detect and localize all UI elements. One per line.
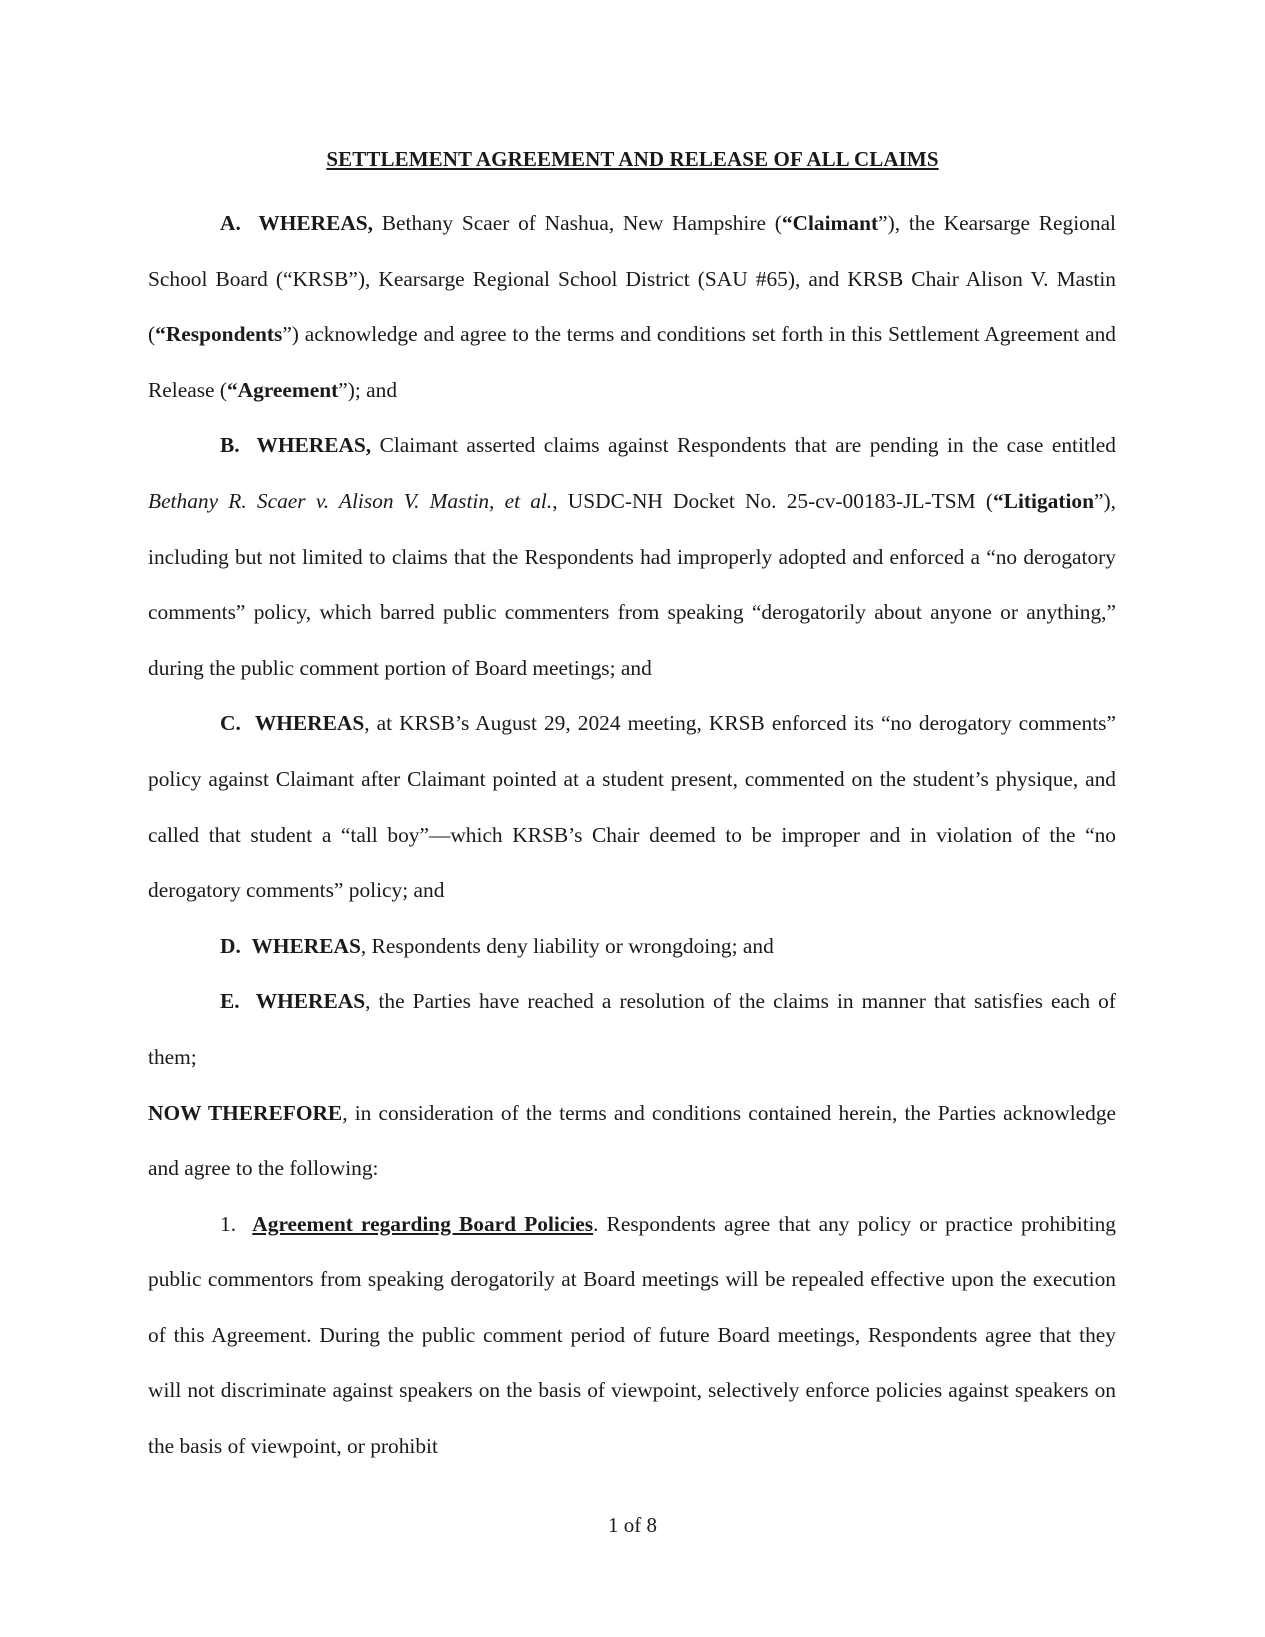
- page-number: 1 of 8: [608, 1513, 657, 1537]
- paragraph-a: [148, 196, 1116, 418]
- agreement-term: “Agreement: [226, 377, 339, 402]
- paragraph-c: [148, 696, 1116, 918]
- claimant-term: “Claimant: [781, 211, 879, 235]
- paragraph-c-label: C.: [220, 711, 241, 736]
- paragraph-b-text-1: Claimant asserted claims against Respondents that are pending in the case entitled: [371, 433, 1116, 458]
- paragraph-b-label: B.: [220, 433, 240, 458]
- paragraph-e-whereas: WHEREAS: [255, 989, 366, 1014]
- paragraph-b-whereas: WHEREAS,: [256, 433, 372, 458]
- paragraph-b-text-3: ”), including but not limited to claims that the Respondents had improperly adopted and enforced a “no derogatory comments” policy, which barred public commenters from speaking “derogatorily about anyone or anything,” during the public comment portion of Board meetings; and: [148, 488, 1116, 680]
- paragraph-a-text-1: Bethany Scaer of Nashua, New Hampshire (: [373, 211, 782, 235]
- section-1-heading: Agreement regarding Board Policies: [252, 1211, 594, 1236]
- paragraph-a-text-3: ”) acknowledge and agree to the terms and conditions set forth in this Settlement Agreement and Release (: [148, 322, 1116, 402]
- document-body: [148, 196, 1116, 1475]
- paragraph-a-text-2: ”), the Kearsarge Regional School Board (“KRSB”), Kearsarge Regional School District (SAU #65), and KRSB Chair Alison V. Mastin (: [148, 211, 1117, 347]
- paragraph-b: [148, 418, 1116, 696]
- paragraph-d-text-1: , Respondents deny liability or wrongdoing; and: [360, 933, 774, 958]
- paragraph-e: [148, 974, 1116, 1085]
- litigation-term: “Litigation: [992, 488, 1095, 513]
- paragraph-c-whereas: WHEREAS: [254, 711, 365, 736]
- paragraph-d: [148, 919, 1116, 975]
- paragraph-a-text-4: ”); and: [338, 377, 398, 402]
- respondents-term: “Respondents: [155, 322, 283, 347]
- case-name: Bethany R. Scaer v. Alison V. Mastin, et al.: [148, 488, 553, 513]
- paragraph-a-label: A.: [220, 211, 241, 235]
- document-title: SETTLEMENT AGREEMENT AND RELEASE OF ALL CLAIMS: [326, 147, 939, 171]
- section-1-text: . Respondents agree that any policy or practice prohibiting public commentors from speaking derogatorily at Board meetings will be repealed effective upon the execution of this Agreement. During the public comment period of future Board meetings, Respondents agree that they will not discriminate against speakers on the basis of viewpoint, selectively enforce policies against speakers on the basis of viewpoint, or prohibit: [148, 1211, 1117, 1459]
- section-1-number: 1.: [220, 1211, 237, 1236]
- paragraph-e-label: E.: [220, 989, 240, 1014]
- paragraph-d-label: D.: [220, 933, 241, 958]
- now-therefore-lead: NOW THEREFORE: [148, 1100, 343, 1125]
- paragraph-b-text-2: , USDC-NH Docket No. 25-cv-00183-JL-TSM (: [552, 488, 993, 513]
- now-therefore-paragraph: [148, 1086, 1116, 1197]
- paragraph-c-text-1: , at KRSB’s August 29, 2024 meeting, KRSB enforced its “no derogatory comments” policy against Claimant after Claimant pointed at a student present, commented on the student’s physique, and called that student a “tall boy”—which KRSB’s Chair deemed to be improper and in violation of the “no derogatory comments” policy; and: [148, 711, 1116, 903]
- now-therefore-text: , in consideration of the terms and conditions contained herein, the Parties acknowledge and agree to the following:: [148, 1100, 1117, 1181]
- section-1: [148, 1197, 1116, 1475]
- paragraph-a-whereas: WHEREAS,: [258, 211, 374, 235]
- paragraph-e-text-1: , the Parties have reached a resolution of the claims in manner that satisfies each of them;: [148, 989, 1116, 1069]
- paragraph-d-whereas: WHEREAS: [251, 933, 361, 958]
